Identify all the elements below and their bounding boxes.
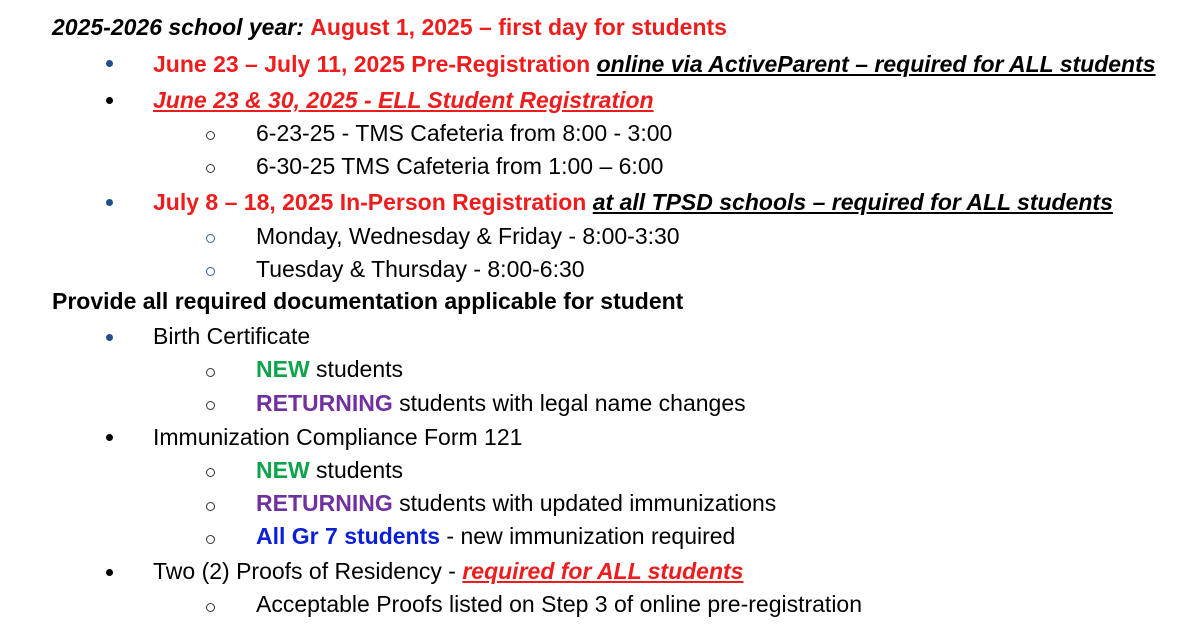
circle-bullet-icon <box>206 401 215 410</box>
residency-required: required for ALL students <box>462 558 744 584</box>
residency-item <box>153 556 743 586</box>
circle-bullet-icon <box>206 468 215 477</box>
in-person-item <box>153 187 1113 217</box>
bullet-icon <box>106 97 113 104</box>
circle-bullet-icon <box>206 603 215 612</box>
birth-returning-students <box>256 388 746 418</box>
new-tag: NEW <box>256 457 310 483</box>
birth-certificate-item: Birth Certificate <box>153 323 311 349</box>
birth-new-students <box>256 354 403 384</box>
bullet-icon <box>106 60 113 67</box>
bullet-icon <box>106 199 113 206</box>
returning-tag: RETURNING <box>256 490 393 516</box>
in-person-note: at all TPSD schools – required for ALL students <box>592 189 1113 215</box>
bullet-icon <box>106 334 113 341</box>
school-year-label: 2025-2026 school year: <box>52 14 304 40</box>
ell-title: June 23 & 30, 2025 - ELL Student Registration <box>153 87 654 113</box>
ell-item <box>153 85 654 115</box>
preregistration-note: online via ActiveParent – required for ALL students <box>596 51 1156 77</box>
school-year-heading <box>52 12 727 42</box>
gr7-tag: All Gr 7 students <box>256 523 441 549</box>
ell-session: 6-30-25 TMS Cafeteria from 1:00 – 6:00 <box>256 153 664 179</box>
residency-label: Two (2) Proofs of Residency - <box>153 558 463 584</box>
ell-session: 6-23-25 - TMS Cafeteria from 8:00 - 3:00 <box>256 120 673 146</box>
circle-bullet-icon <box>206 535 215 544</box>
circle-bullet-icon <box>206 267 215 276</box>
bullet-icon <box>106 569 113 576</box>
bullet-icon <box>106 434 113 441</box>
immunization-gr7-students <box>256 521 735 551</box>
circle-bullet-icon <box>206 164 215 173</box>
immunization-new-students <box>256 455 403 485</box>
gr7-text: - new immunization required <box>440 523 736 549</box>
circle-bullet-icon <box>206 131 215 140</box>
new-tag: NEW <box>256 356 310 382</box>
circle-bullet-icon <box>206 368 215 377</box>
returning-tag: RETURNING <box>256 390 393 416</box>
immunization-item: Immunization Compliance Form 121 <box>153 424 523 450</box>
documentation-heading: Provide all required documentation applicable for student <box>52 288 684 314</box>
in-person-hours: Monday, Wednesday & Friday - 8:00-3:30 <box>256 223 680 249</box>
returning-text: students with updated immunizations <box>392 490 777 516</box>
returning-text: students with legal name changes <box>392 390 746 416</box>
circle-bullet-icon <box>206 234 215 243</box>
circle-bullet-icon <box>206 502 215 511</box>
preregistration-dates: June 23 – July 11, 2025 Pre-Registration <box>153 51 591 77</box>
immunization-returning-students <box>256 488 776 518</box>
new-text: students <box>309 457 404 483</box>
preregistration-item <box>153 49 1156 79</box>
in-person-hours: Tuesday & Thursday - 8:00-6:30 <box>256 256 585 282</box>
residency-detail: Acceptable Proofs listed on Step 3 of online pre-registration <box>256 591 863 617</box>
new-text: students <box>309 356 404 382</box>
first-day-date: August 1, 2025 – first day for students <box>310 14 727 40</box>
in-person-dates: July 8 – 18, 2025 In-Person Registration <box>153 189 587 215</box>
